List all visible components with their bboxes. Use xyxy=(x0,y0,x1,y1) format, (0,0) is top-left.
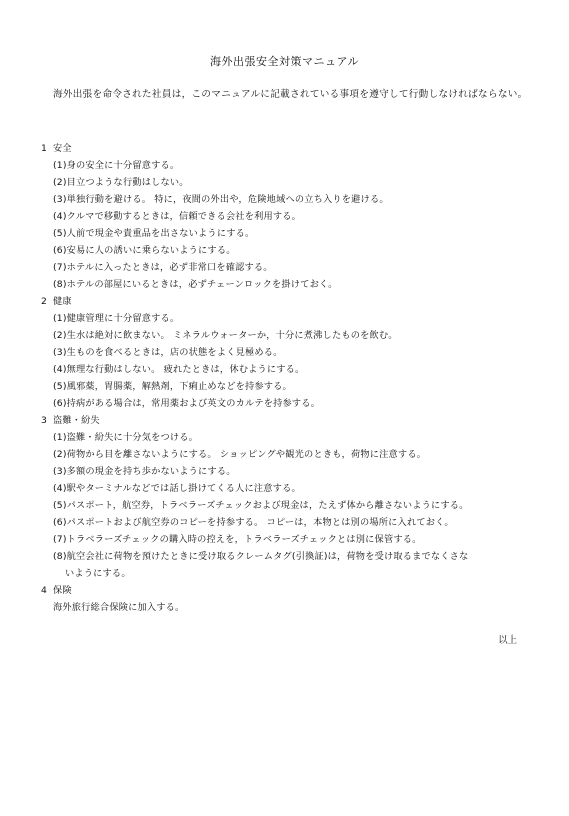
list-item: (3)単独行動を避ける。 特に，夜間の外出や，危険地域への立ち入りを避ける。 xyxy=(53,194,389,205)
section-heading-health xyxy=(41,293,531,310)
list-item: (6)パスポートおよび航空券のコピーを持参する。 コピーは，本物とは別の場所に入れておく。 xyxy=(53,517,454,528)
closing-text: 以上 xyxy=(498,635,517,646)
document-title: 海外出張安全対策マニュアル xyxy=(209,55,360,68)
section-heading-theft-loss xyxy=(41,412,531,429)
list-item: (6)持病がある場合は，常用薬および英文のカルテを持参する。 xyxy=(53,398,321,409)
list-item: (5)パスポート，航空券，トラベラーズチェックおよび現金は，たえず体から離さないようにする。 xyxy=(53,500,469,511)
list-item: (4)クルマで移動するときは，信頼できる会社を利用する。 xyxy=(53,211,302,222)
section-title: 安全 xyxy=(53,143,72,154)
section-heading-safety xyxy=(41,140,531,157)
list-item-continuation: いようにする。 xyxy=(65,568,131,579)
list-item-line: (8)航空会社に荷物を預けたときに受け取るクレームタグ(引換証)は，荷物を受け取るまでなくさな xyxy=(53,551,469,562)
section-title: 盗難・紛失 xyxy=(53,415,100,426)
section-heading-insurance xyxy=(41,582,531,599)
list-item: (6)安易に人の誘いに乗らないようにする。 xyxy=(53,245,236,256)
list-item: (1)健康管理に十分留意する。 xyxy=(53,313,180,324)
list-item: (3)多額の現金を持ち歩かないようにする。 xyxy=(53,466,236,477)
intro-paragraph: 海外出張を命令された社員は，このマニュアルに記載されている事項を遵守して行動しなければならない。 xyxy=(53,89,528,100)
section-number: 2 xyxy=(41,296,48,307)
list-item: (2)生水は絶対に飲まない。 ミネラルウォーターか，十分に煮沸したものを飲む。 xyxy=(53,330,398,341)
list-item: (4)駅やターミナルなどでは話し掛けてくる人に注意する。 xyxy=(53,483,301,494)
list-item: (1)身の安全に十分留意する。 xyxy=(53,160,180,171)
section-number: 3 xyxy=(41,415,48,426)
list-item: (5)人前で現金や貴重品を出さないようにする。 xyxy=(53,228,255,239)
section-title: 健康 xyxy=(53,296,72,307)
section-number: 1 xyxy=(41,143,48,154)
sections-list xyxy=(41,140,531,616)
section-title: 保険 xyxy=(53,585,72,596)
list-item: (3)生ものを食べるときは，店の状態をよく見極める。 xyxy=(53,347,283,358)
list-item: (7)トラベラーズチェックの購入時の控えを，トラベラーズチェックとは別に保管する。 xyxy=(53,534,422,545)
list-item: (1)盗難・紛失に十分気をつける。 xyxy=(53,432,199,443)
list-item: (7)ホテルに入ったときは，必ず非常口を確認する。 xyxy=(53,262,273,273)
list-item: 海外旅行総合保険に加入する。 xyxy=(53,602,185,613)
list-item: (4)無理な行動はしない。 疲れたときは，休むようにする。 xyxy=(53,364,305,375)
list-item-wrapped xyxy=(41,548,531,582)
list-item: (8)ホテルの部屋にいるときは，必ずチェーンロックを掛けておく。 xyxy=(53,279,338,290)
section-number: 4 xyxy=(41,585,48,596)
list-item: (5)風邪薬，胃腸薬，解熱剤，下痢止めなどを持参する。 xyxy=(53,381,292,392)
list-item: (2)荷物から目を離さないようにする。 ショッピングや観光のときも，荷物に注意する。 xyxy=(53,449,427,460)
list-item: (2)目立つような行動はしない。 xyxy=(53,177,189,188)
